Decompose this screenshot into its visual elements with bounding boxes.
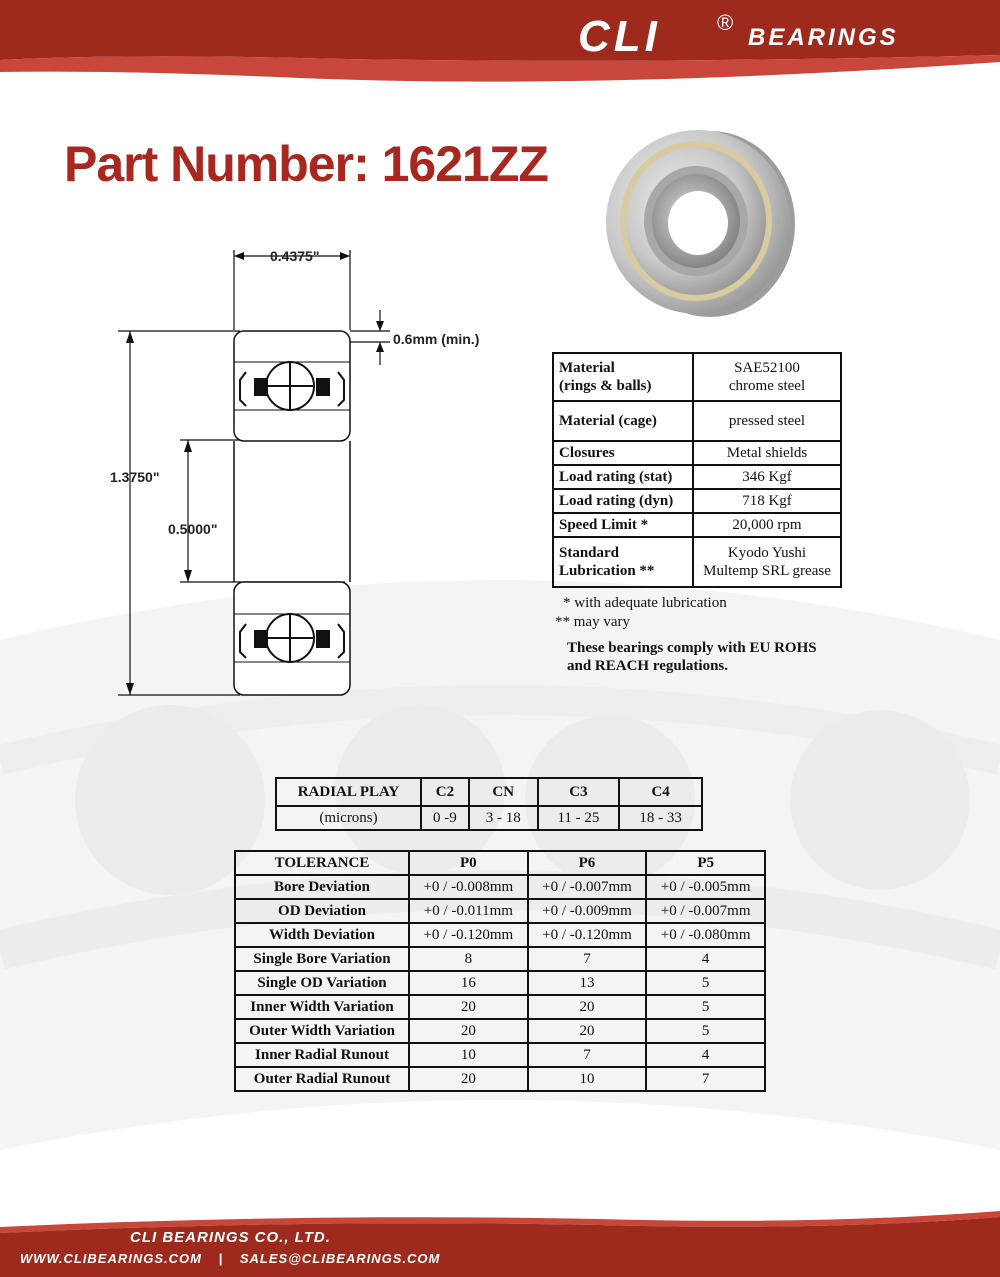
tolerance-class: P5 bbox=[646, 851, 765, 875]
spec-key: Standard Lubrication ** bbox=[553, 537, 693, 587]
tolerance-row bbox=[235, 1067, 765, 1091]
tolerance-value: 7 bbox=[646, 1067, 765, 1091]
spec-value: Metal shields bbox=[693, 441, 841, 465]
tolerance-value: +0 / -0.009mm bbox=[528, 899, 647, 923]
radial-play-class: C3 bbox=[538, 778, 620, 806]
tolerance-row bbox=[235, 875, 765, 899]
tolerance-row bbox=[235, 923, 765, 947]
radial-play-class: CN bbox=[469, 778, 538, 806]
spec-key: Material (rings & balls) bbox=[553, 353, 693, 401]
bearing-photo bbox=[600, 127, 795, 322]
footer-company-name: CLI BEARINGS CO., LTD. bbox=[130, 1229, 331, 1246]
tolerance-value: 5 bbox=[646, 1019, 765, 1043]
spec-key: Speed Limit * bbox=[553, 513, 693, 537]
spec-row bbox=[553, 465, 841, 489]
tolerance-value: 7 bbox=[528, 947, 647, 971]
spec-row bbox=[553, 353, 841, 401]
tolerance-value: 4 bbox=[646, 947, 765, 971]
compliance-line-2: and REACH regulations. bbox=[567, 658, 729, 674]
spec-value: 718 Kgf bbox=[693, 489, 841, 513]
footer-contact bbox=[20, 1251, 440, 1266]
tolerance-parameter: Inner Radial Runout bbox=[235, 1043, 409, 1067]
radial-play-value: 3 - 18 bbox=[469, 806, 538, 830]
tolerance-parameter: Outer Width Variation bbox=[235, 1019, 409, 1043]
spec-key: Closures bbox=[553, 441, 693, 465]
footer-email-link[interactable]: SALES@CLIBEARINGS.COM bbox=[239, 1251, 441, 1266]
tolerance-value: +0 / -0.080mm bbox=[646, 923, 765, 947]
tolerance-value: 10 bbox=[528, 1067, 647, 1091]
tolerance-parameter: Inner Width Variation bbox=[235, 995, 409, 1019]
tolerance-parameter: Outer Radial Runout bbox=[235, 1067, 409, 1091]
tolerance-parameter: Width Deviation bbox=[235, 923, 409, 947]
tolerance-value: 13 bbox=[528, 971, 647, 995]
tolerance-value: 5 bbox=[646, 995, 765, 1019]
compliance-line-1: These bearings comply with EU ROHS bbox=[567, 640, 817, 656]
tolerance-class: P0 bbox=[409, 851, 528, 875]
spec-value: 20,000 rpm bbox=[693, 513, 841, 537]
tolerance-row bbox=[235, 995, 765, 1019]
tolerance-value: +0 / -0.008mm bbox=[409, 875, 528, 899]
spec-row bbox=[553, 489, 841, 513]
spec-value: 346 Kgf bbox=[693, 465, 841, 489]
radial-play-class: C2 bbox=[421, 778, 469, 806]
chamfer-dimension-label: 0.6mm (min.) bbox=[393, 331, 480, 347]
spec-value: SAE52100 chrome steel bbox=[693, 353, 841, 401]
logo-registered-mark: ® bbox=[717, 10, 734, 35]
logo-bearings: BEARINGS bbox=[748, 24, 899, 51]
outer-diameter-label: 1.3750" bbox=[110, 469, 160, 485]
spec-row bbox=[553, 441, 841, 465]
tolerance-value: +0 / -0.011mm bbox=[409, 899, 528, 923]
tolerance-table bbox=[234, 850, 766, 1092]
spec-row bbox=[553, 537, 841, 587]
part-number-title: Part Number: 1621ZZ bbox=[64, 136, 548, 192]
spec-value: Kyodo Yushi Multemp SRL grease bbox=[693, 537, 841, 587]
compliance-statement bbox=[567, 639, 817, 675]
tolerance-value: 20 bbox=[409, 1019, 528, 1043]
tolerance-row bbox=[235, 1019, 765, 1043]
tolerance-value: +0 / -0.007mm bbox=[528, 875, 647, 899]
tolerance-value: 10 bbox=[409, 1043, 528, 1067]
tolerance-value: 20 bbox=[409, 995, 528, 1019]
tolerance-value: 16 bbox=[409, 971, 528, 995]
tolerance-value: 8 bbox=[409, 947, 528, 971]
radial-play-table bbox=[275, 777, 703, 831]
tolerance-row bbox=[235, 947, 765, 971]
tolerance-parameter: Single OD Variation bbox=[235, 971, 409, 995]
tolerance-parameter: Single Bore Variation bbox=[235, 947, 409, 971]
bore-diameter-label: 0.5000" bbox=[168, 521, 218, 537]
tolerance-class: P6 bbox=[528, 851, 647, 875]
specifications-table bbox=[552, 352, 842, 588]
tolerance-row bbox=[235, 899, 765, 923]
tolerance-value: +0 / -0.007mm bbox=[646, 899, 765, 923]
radial-play-title: RADIAL PLAY bbox=[276, 778, 421, 806]
tolerance-parameter: Bore Deviation bbox=[235, 875, 409, 899]
footnote-speed: * with adequate lubrication bbox=[563, 595, 727, 611]
tolerance-value: 20 bbox=[528, 995, 647, 1019]
spec-key: Load rating (dyn) bbox=[553, 489, 693, 513]
tolerance-title: TOLERANCE bbox=[235, 851, 409, 875]
tolerance-value: 5 bbox=[646, 971, 765, 995]
tolerance-value: 7 bbox=[528, 1043, 647, 1067]
width-dimension-label: 0.4375" bbox=[270, 248, 320, 264]
tolerance-value: +0 / -0.120mm bbox=[409, 923, 528, 947]
logo-cli: CLI bbox=[578, 12, 661, 61]
tolerance-parameter: OD Deviation bbox=[235, 899, 409, 923]
radial-play-value: 0 -9 bbox=[421, 806, 469, 830]
tolerance-value: 4 bbox=[646, 1043, 765, 1067]
spec-value: pressed steel bbox=[693, 401, 841, 441]
tolerance-row bbox=[235, 971, 765, 995]
radial-play-class: C4 bbox=[619, 778, 702, 806]
radial-play-unit: (microns) bbox=[276, 806, 421, 830]
spec-row bbox=[553, 513, 841, 537]
footnote-lubrication: ** may vary bbox=[555, 614, 630, 630]
spec-row bbox=[553, 401, 841, 441]
spec-key: Load rating (stat) bbox=[553, 465, 693, 489]
tolerance-row bbox=[235, 1043, 765, 1067]
tolerance-value: 20 bbox=[528, 1019, 647, 1043]
footer-website-link[interactable]: WWW.CLIBEARINGS.COM bbox=[20, 1251, 202, 1266]
footer-separator: | bbox=[218, 1251, 224, 1266]
radial-play-value: 11 - 25 bbox=[538, 806, 620, 830]
radial-play-value: 18 - 33 bbox=[619, 806, 702, 830]
tolerance-value: +0 / -0.005mm bbox=[646, 875, 765, 899]
tolerance-value: +0 / -0.120mm bbox=[528, 923, 647, 947]
spec-key: Material (cage) bbox=[553, 401, 693, 441]
tolerance-value: 20 bbox=[409, 1067, 528, 1091]
